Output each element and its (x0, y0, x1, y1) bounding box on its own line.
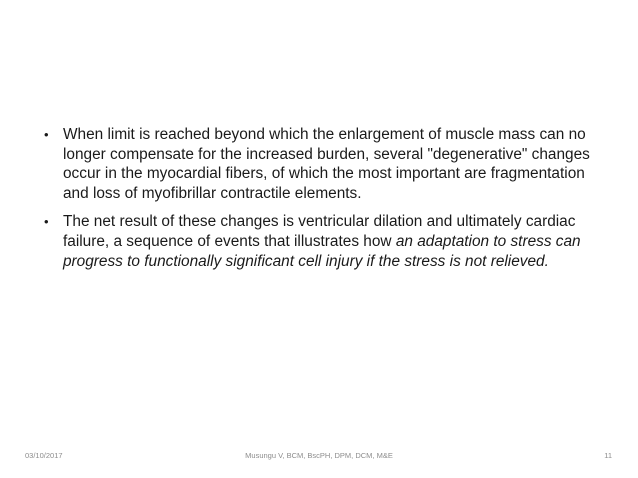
bullet-item-2 (44, 212, 604, 271)
slide-body (44, 125, 604, 280)
bullet-text-plain: The net result of these changes is ventricular dilation and ultimately cardiac failure, a sequence of events that illustrates how (63, 213, 576, 250)
bullet-item-1 (44, 125, 604, 203)
footer-author: Musungu V, BCM, BscPH, DPM, DCM, M&E (245, 451, 393, 460)
bullet-text: When limit is reached beyond which the enlargement of muscle mass can no longer compensate for the increased burden, several "degenerative" changes occur in the myocardial fibers, of which the most important are fragmentation and loss of myofibrillar contractile elements. (63, 126, 590, 202)
bullet-icon: • (44, 214, 49, 230)
bullet-text (63, 212, 604, 271)
bullet-text-italic: an adaptation to stress can progress to functionally significant cell injury if the stress is not relieved. (63, 232, 581, 270)
footer-date: 03/10/2017 (25, 451, 63, 460)
bullet-icon: • (44, 127, 49, 142)
footer-page-number: 11 (604, 451, 612, 460)
